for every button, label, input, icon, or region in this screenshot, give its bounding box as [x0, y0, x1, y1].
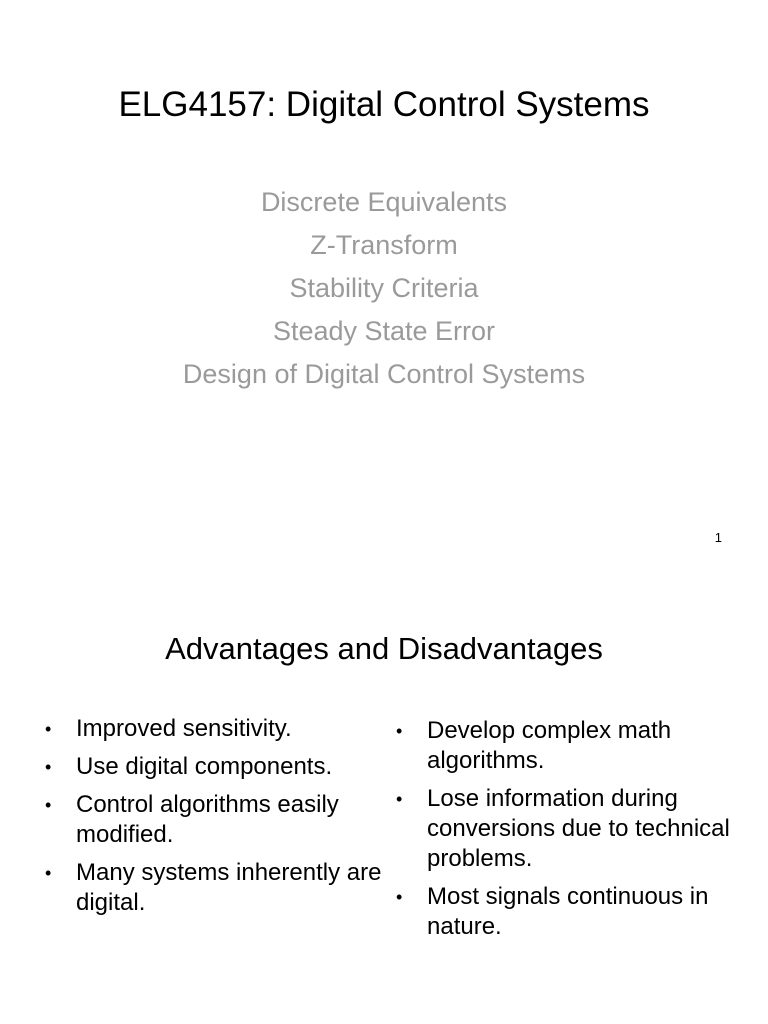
list-item: [45, 752, 385, 782]
topic-item: Z-Transform: [310, 230, 458, 260]
slide-title: ELG4157: Digital Control Systems: [118, 85, 650, 124]
slide-title: Advantages and Disadvantages: [165, 631, 603, 666]
list-item-text: Develop complex math algorithms.: [427, 717, 672, 774]
list-item: [396, 784, 736, 874]
list-item: [45, 714, 385, 744]
topic-list: [0, 181, 768, 396]
list-item-text: Control algorithms easily modified.: [76, 791, 339, 848]
bullet-icon: •: [45, 719, 52, 739]
bullet-icon: •: [396, 789, 403, 809]
list-item: [45, 858, 385, 918]
disadvantages-list: [396, 716, 736, 950]
list-item-text: Most signals continuous in nature.: [427, 883, 709, 940]
list-item-text: Improved sensitivity.: [76, 715, 292, 742]
list-item: [45, 790, 385, 850]
topic-item: Stability Criteria: [289, 273, 479, 303]
list-item: [396, 716, 736, 776]
bullet-icon: •: [396, 887, 403, 907]
topic-item: Discrete Equivalents: [260, 187, 508, 217]
list-item: [396, 882, 736, 942]
page-number: 1: [714, 530, 722, 545]
bullet-icon: •: [45, 757, 52, 777]
list-item-text: Lose information during conversions due to technical problems.: [427, 785, 730, 872]
advantages-list: [45, 714, 385, 926]
list-item-text: Use digital components.: [76, 753, 333, 780]
slide-2: [0, 556, 768, 1024]
bullet-icon: •: [396, 721, 403, 741]
topic-item: Steady State Error: [272, 316, 496, 346]
bullet-icon: •: [45, 795, 52, 815]
bullet-icon: •: [45, 863, 52, 883]
list-item-text: Many systems inherently are digital.: [76, 859, 382, 916]
topic-item: Design of Digital Control Systems: [182, 359, 586, 389]
